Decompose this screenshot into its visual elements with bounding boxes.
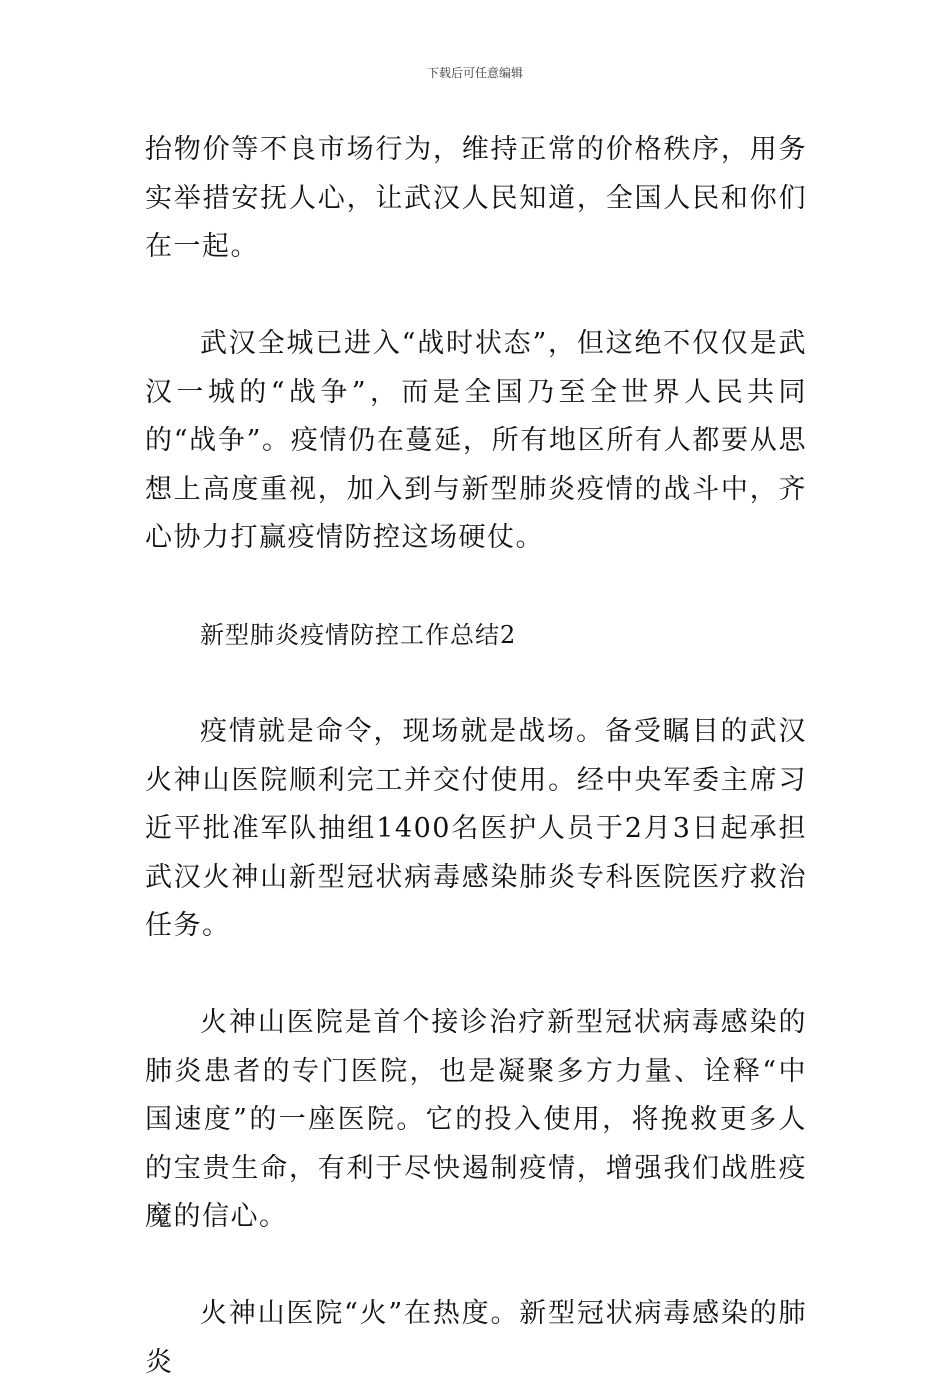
paragraph-huoshenshan-significance: 火神山医院是首个接诊治疗新型冠状病毒感染的肺炎患者的专门医院，也是凝聚多方力量、诠释“中国速度”的一座医院。它的投入使用，将挽救更多人的宝贵生命，有利于尽快遏制疫情，增强我们战胜疫魔的信心。	[145, 1007, 807, 1232]
paragraph-huoshenshan-heat: 火神山医院“火”在热度。新型冠状病毒感染的肺炎	[145, 1298, 807, 1378]
paragraph-continuation: 抬物价等不良市场行为，维持正常的价格秩序，用务实举措安抚人心，让武汉人民知道，全国人民和你们在一起。	[145, 134, 807, 262]
paragraph-wuhan-war-state: 武汉全城已进入“战时状态”，但这绝不仅仅是武汉一城的“战争”，而是全国乃至全世界人民共同的“战争”。疫情仍在蔓延，所有地区所有人都要从思想上高度重视，加入到与新型肺炎疫情的战斗中，齐心协力打赢疫情防控这场硬仗。	[145, 328, 807, 553]
section-heading: 新型肺炎疫情防控工作总结2	[200, 621, 517, 649]
paragraph-huoshenshan-completion: 疫情就是命令，现场就是战场。备受瞩目的武汉火神山医院顺利完工并交付使用。经中央军委主席习近平批准军队抽组1400名医护人员于2月3日起承担武汉火神山新型冠状病毒感染肺炎专科医院医疗救治任务。	[145, 716, 807, 941]
page-header-note: 下载后可任意编辑	[426, 66, 523, 80]
document-body	[145, 126, 807, 1387]
